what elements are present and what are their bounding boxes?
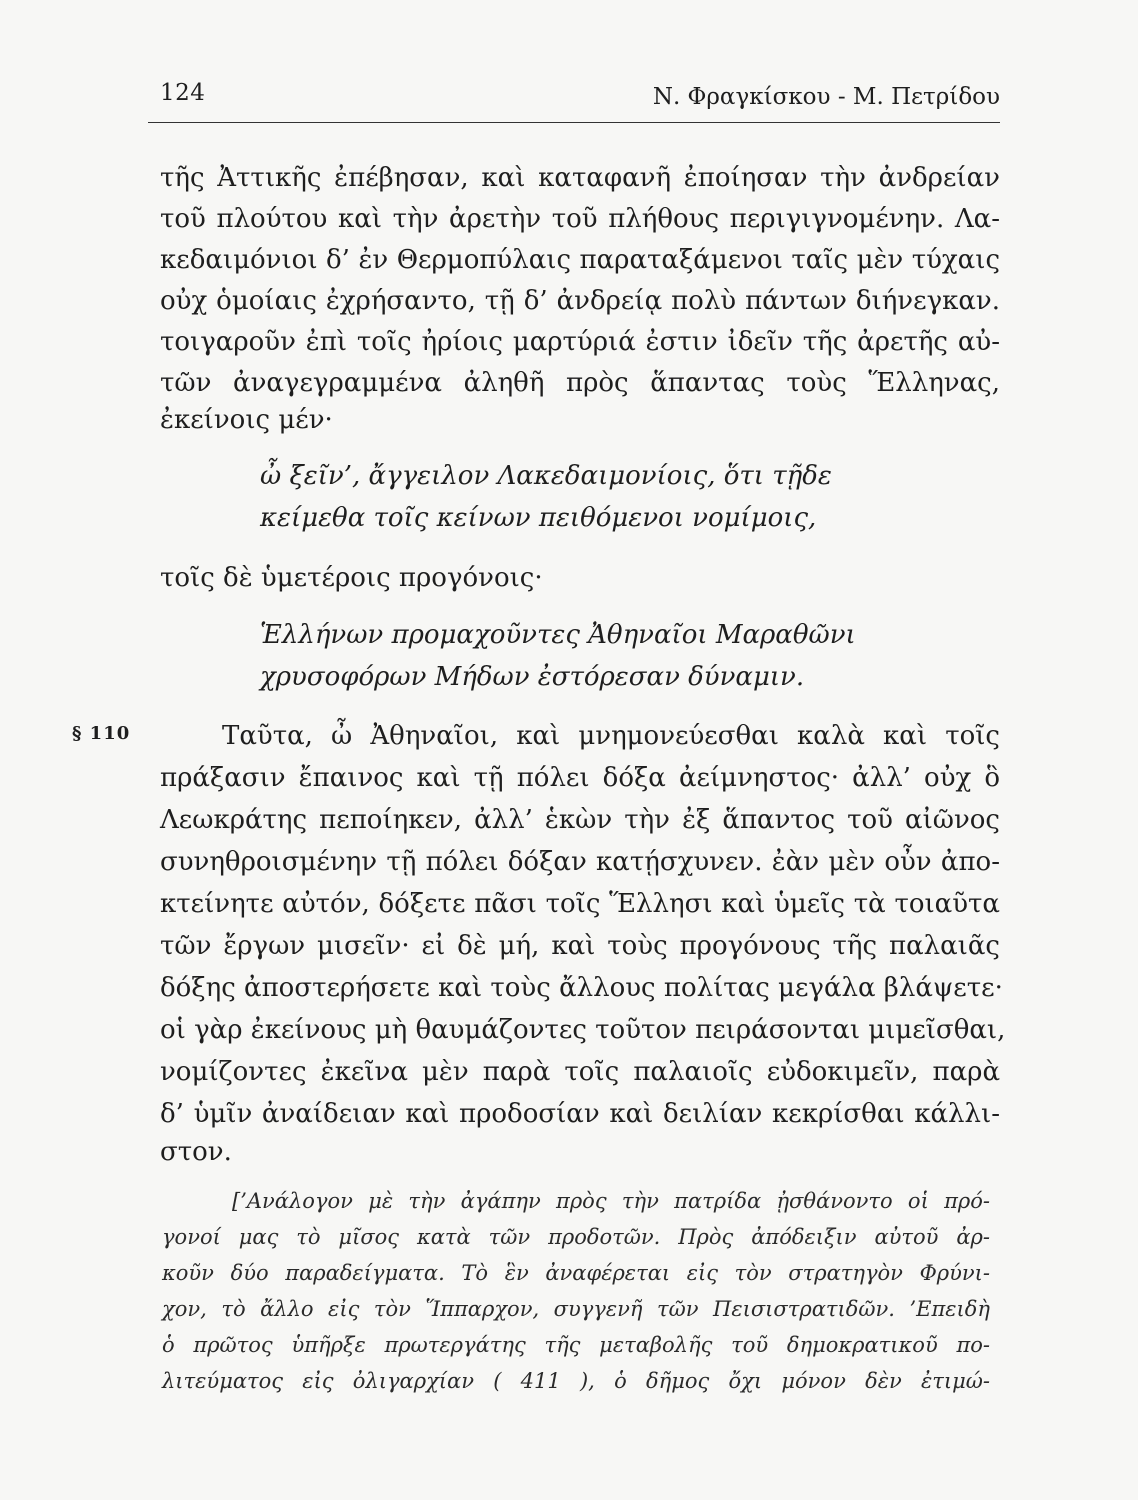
text-line: κεδαιμόνιοι δ’ ἐν Θερμοπύλαις παραταξάμενοι ταῖς μὲν τύχαις <box>160 245 1000 275</box>
text-line: ἐκείνοις μέν· <box>160 405 333 435</box>
epigram-line: κείμεθα τοῖς κείνων πειθόμενοι νομίμοις, <box>260 503 817 533</box>
text-line: δόξης ἀποστερήσετε καὶ τοὺς ἄλλους πολίτας μεγάλα βλάψετε· <box>160 973 1003 1003</box>
commentary-line: χον, τὸ ἄλλο εἰς τὸν Ἵππαρχον, συγγενῆ τῶν Πεισιστρατιδῶν. ’Επειδὴ <box>162 1297 990 1321</box>
page-number: 124 <box>160 80 206 106</box>
text-line: κτείνητε αὐτόν, δόξετε πᾶσι τοῖς Ἕλλησι καὶ ὑμεῖς τὰ τοιαῦτα <box>160 889 1000 919</box>
text-line: Ταῦτα, ὦ Ἀθηναῖοι, καὶ μνημονεύεσθαι καλὰ καὶ τοῖς <box>222 721 1000 751</box>
text-line: οἱ γὰρ ἐκείνους μὴ θαυμάζοντες τοῦτον πειράσονται μιμεῖσθαι, <box>160 1015 1006 1045</box>
text-line: τῶν ἀναγεγραμμένα ἀληθῆ πρὸς ἅπαντας τοὺς Ἕλληνας, <box>160 368 1000 398</box>
header-rule <box>148 122 1000 123</box>
section-mark: § 110 <box>72 723 131 744</box>
commentary-line: ὁ πρῶτος ὑπῆρξε πρωτεργάτης τῆς μεταβολῆς τοῦ δημοκρατικοῦ πο- <box>162 1333 990 1357</box>
commentary-line: λιτεύματος εἰς ὀλιγαρχίαν ( 411 ), ὁ δῆμος ὄχι μόνον δὲν ἐτιμώ- <box>162 1369 990 1393</box>
commentary-line: κοῦν δύο παραδείγματα. Τὸ ἓν ἀναφέρεται εἰς τὸν στρατηγὸν Φρύνι- <box>162 1261 990 1285</box>
epigram-line: Ἑλλήνων προμαχοῦντες Ἀθηναῖοι Μαραθῶνι <box>260 620 856 650</box>
epigram-line: ὦ ξεῖν’, ἄγγειλον Λακεδαιμονίοις, ὅτι τῇδε <box>260 461 832 491</box>
running-title: Ν. Φραγκίσκου - Μ. Πετρίδου <box>652 84 1000 110</box>
text-line: πράξασιν ἔπαινος καὶ τῇ πόλει δόξα ἀείμνηστος· ἀλλ’ οὐχ ὃ <box>160 763 1000 793</box>
commentary-line: γονοί μας τὸ μῖσος κατὰ τῶν προδοτῶν. Πρὸς ἀπόδειξιν αὐτοῦ ἀρ- <box>162 1225 990 1249</box>
text-line: στον. <box>160 1137 232 1167</box>
text-line: τοῖς δὲ ὑμετέροις προγόνοις· <box>160 563 543 593</box>
text-line: νομίζοντες ἐκεῖνα μὲν παρὰ τοῖς παλαιοῖς εὐδοκιμεῖν, παρὰ <box>160 1057 1000 1087</box>
text-line: οὐχ ὁμοίαις ἐχρήσαντο, τῇ δ’ ἀνδρείᾳ πολὺ πάντων διήνεγκαν. <box>160 286 1000 316</box>
text-line: τῆς Ἀττικῆς ἐπέβησαν, καὶ καταφανῆ ἐποίησαν τὴν ἀνδρείαν <box>160 163 1000 193</box>
commentary-line: [’Ανάλογον μὲ τὴν ἀγάπην πρὸς τὴν πατρίδα ᾐσθάνοντο οἱ πρό- <box>232 1189 990 1213</box>
text-line: δ’ ὑμῖν ἀναίδειαν καὶ προδοσίαν καὶ δειλίαν κεκρίσθαι κάλλι- <box>160 1099 1000 1129</box>
text-line: τοῦ πλούτου καὶ τὴν ἀρετὴν τοῦ πλήθους περιγιγνομένην. Λα- <box>160 204 1000 234</box>
text-line: τῶν ἔργων μισεῖν· εἰ δὲ μή, καὶ τοὺς προγόνους τῆς παλαιᾶς <box>160 931 1000 961</box>
epigram-line: χρυσοφόρων Μήδων ἐστόρεσαν δύναμιν. <box>260 662 805 692</box>
text-line: συνηθροισμένην τῇ πόλει δόξαν κατῄσχυνεν. ἐὰν μὲν οὖν ἀπο- <box>160 847 1000 877</box>
text-line: τοιγαροῦν ἐπὶ τοῖς ἠρίοις μαρτύριά ἐστιν ἰδεῖν τῆς ἀρετῆς αὐ- <box>160 327 1000 357</box>
text-line: Λεωκράτης πεποίηκεν, ἀλλ’ ἑκὼν τὴν ἐξ ἅπαντος τοῦ αἰῶνος <box>160 805 1000 835</box>
